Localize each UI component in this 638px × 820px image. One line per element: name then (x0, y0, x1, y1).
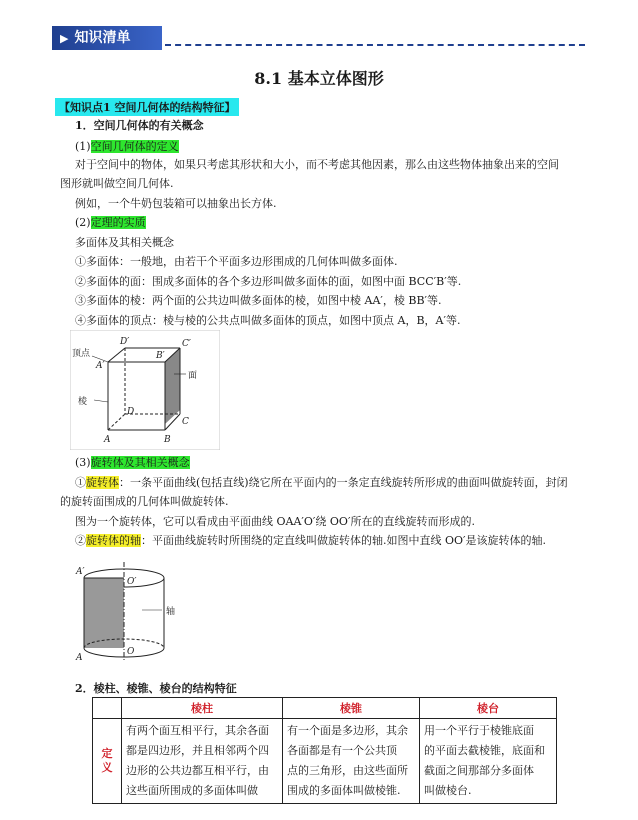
table-header-row (93, 698, 557, 719)
cell-line: 围成的多面体叫做棱锥. (287, 784, 401, 797)
para1-highlight: 空间几何体的定义 (90, 140, 179, 153)
para1-line1: 对于空间中的物体，如果只考虑其形状和大小，而不考虑其他因素，那么由这些物体抽象出来的空间 (75, 158, 559, 171)
fig2-label-A: A (76, 653, 83, 663)
para2-number: (2) (75, 216, 91, 229)
para3-heading (75, 454, 190, 470)
polyhedron-figure (70, 330, 220, 450)
cell-line: 叫做棱台. (424, 784, 472, 797)
cylinder-figure (72, 558, 182, 668)
fig1-label-A1: A′ (96, 361, 105, 371)
cell-line: 的平面去截棱锥，底面和 (424, 744, 545, 757)
cell-line: 截面之间那部分多面体 (424, 764, 534, 777)
para3-item1-text: ：一条平面曲线(包括直线)绕它所在平面内的一条定直线旋转所形成的曲面叫做旋转面，封闭 (119, 476, 568, 489)
fig1-edge-label: 棱 (78, 397, 88, 407)
cell-line: 各面都是有一个公共顶 (287, 744, 397, 757)
fig2-label-O1: O′ (127, 577, 137, 587)
fig1-label-A: A (104, 435, 111, 445)
play-triangle-icon: ▶ (60, 32, 69, 45)
cell-line: 有一个面是多边形，其余 (287, 724, 408, 737)
cell-line: 用一个平行于棱锥底面 (424, 724, 534, 737)
para3-item2 (75, 532, 546, 548)
fig1-label-B: B (164, 435, 171, 445)
fig2-axis-label: 轴 (166, 607, 176, 617)
fig1-label-D1: D′ (120, 337, 130, 347)
para3-item1-line2: 的旋转面围成的几何体叫做旋转体. (60, 495, 229, 508)
prism-pyramid-frustum-table (92, 697, 557, 804)
para2-item1: ①多面体：一般地，由若干个平面多边形围成的几何体叫做多面体. (75, 255, 398, 268)
para2-item2: ②多面体的面：围成多面体的各个多边形叫做多面体的面，如图中面 BCC′B′等. (75, 275, 462, 288)
para2-highlight: 定理的实质 (90, 216, 146, 229)
table-cell-prism (122, 719, 283, 804)
banner-label: 知识清单 (74, 30, 131, 46)
fig1-vertex-label: 顶点 (72, 349, 91, 359)
table-header-frustum: 棱台 (420, 698, 557, 719)
para3-number: (3) (75, 456, 91, 469)
para2-subtitle: 多面体及其相关概念 (75, 236, 174, 249)
para1-number: (1) (75, 140, 91, 153)
knowledge-point-heading: 【知识点1 空间几何体的结构特征】 (55, 98, 239, 116)
section-banner (52, 26, 162, 50)
cell-line: 边形的公共边都互相平行，由 (126, 764, 269, 777)
fig1-label-C: C (182, 417, 189, 427)
table-row-header (93, 719, 122, 804)
para2-item4: ④多面体的顶点：棱与棱的公共点叫做多面体的顶点，如图中顶点 A，B，A′等. (75, 314, 461, 327)
cell-line: 都是四边形，并且相邻两个四 (126, 744, 269, 757)
table-corner-cell (93, 698, 122, 719)
para3-item1-number: ① (75, 476, 86, 489)
para3-highlight: 旋转体及其相关概念 (90, 456, 190, 469)
fig1-label-B1: B′ (156, 351, 165, 361)
section-heading-1: 1．空间几何体的有关概念 (75, 119, 204, 132)
fig2-label-A1: A′ (76, 567, 85, 577)
para3-item2-text: ：平面曲线旋转时所围绕的定直线叫做旋转体的轴.如图中直线 OO′是该旋转体的轴. (141, 534, 547, 547)
cell-line: 点的三角形，由这些面所 (287, 764, 408, 777)
fig1-face-label: 面 (188, 371, 198, 381)
para3-item2-number: ② (75, 534, 86, 547)
table-row (93, 719, 557, 804)
para3-item1 (75, 474, 568, 490)
para3-item1-highlight: 旋转体 (86, 476, 119, 489)
para2-item3: ③多面体的棱：两个面的公共边叫做多面体的棱，如图中棱 AA′，棱 BB′等. (75, 294, 442, 307)
cell-line: 有两个面互相平行，其余各面 (126, 724, 269, 737)
table-header-prism: 棱柱 (122, 698, 283, 719)
table-header-pyramid: 棱锥 (283, 698, 420, 719)
page-title: 8.1 基本立体图形 (254, 69, 384, 88)
banner-dash-divider (165, 44, 585, 46)
para1-line2: 图形就叫做空间几何体. (60, 177, 174, 190)
para1-example: 例如，一个牛奶包装箱可以抽象出长方体. (75, 197, 277, 210)
fig1-label-C1: C′ (182, 339, 191, 349)
table-cell-pyramid (283, 719, 420, 804)
fig1-label-D: D (127, 407, 135, 417)
para1-heading (75, 138, 179, 154)
row-header-label: 定义 (101, 747, 113, 774)
table-cell-frustum (420, 719, 557, 804)
fig2-label-O: O (127, 647, 135, 657)
cell-line: 这些面所围成的多面体叫做 (126, 784, 258, 797)
section-heading-2: 2．棱柱、棱锥、棱台的结构特征 (75, 682, 237, 695)
para2-heading (75, 214, 146, 230)
para3-item2-highlight: 旋转体的轴 (86, 534, 141, 547)
para3-item1-line3: 图为一个旋转体，它可以看成由平面曲线 OAA′O′绕 OO′所在的直线旋转而形成的. (75, 515, 475, 528)
